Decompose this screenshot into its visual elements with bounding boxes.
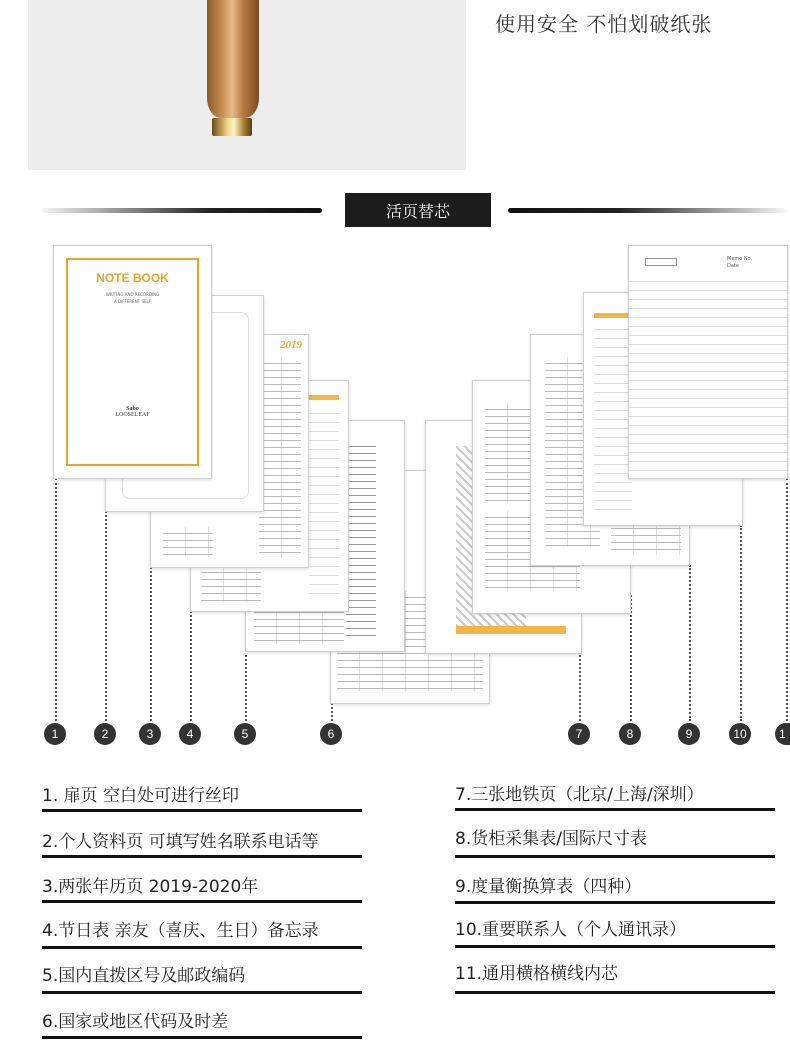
cover-brand xyxy=(54,406,211,418)
lined-page xyxy=(628,245,788,479)
calendar-grid-bottom xyxy=(163,527,213,557)
cover-brand-line2: LOOSELEAF xyxy=(115,412,150,418)
pen-tip-image xyxy=(212,118,252,136)
feature-2-rule xyxy=(42,855,362,858)
feature-3-rule xyxy=(42,900,362,903)
contacts-bar-1 xyxy=(594,313,632,318)
feature-8: 8.货柜采集表/国际尺寸表 xyxy=(455,829,647,849)
feature-9-rule xyxy=(455,901,775,904)
feature-5: 5.国内直拨区号及邮政编码 xyxy=(42,966,246,986)
calendar-year: 2019 xyxy=(280,339,302,351)
section-title: 活页替芯 xyxy=(345,193,491,227)
feature-11: 11.通用横格横线内芯 xyxy=(455,964,619,984)
title-page xyxy=(53,245,212,479)
connector-2 xyxy=(105,508,107,721)
marker-6: 6 xyxy=(320,723,342,745)
marker-3: 3 xyxy=(139,723,161,745)
connector-7 xyxy=(579,655,581,721)
cover-brand-line1: Sabo xyxy=(126,406,139,412)
marker-11: 1 xyxy=(775,723,790,745)
date-label: Date xyxy=(727,263,739,269)
marker-2: 2 xyxy=(94,723,116,745)
feature-1-rule xyxy=(42,809,362,812)
area-code-list xyxy=(346,441,396,641)
subway-legend-bar xyxy=(456,626,566,634)
feature-11-rule xyxy=(455,991,775,994)
holiday-ruled-area xyxy=(309,405,339,595)
feature-3: 3.两张年历页 2019-2020年 xyxy=(42,877,259,897)
marker-10: 10 xyxy=(729,723,751,745)
connector-5 xyxy=(245,650,247,721)
marker-4: 4 xyxy=(179,723,201,745)
feature-6-rule xyxy=(42,1036,362,1039)
holiday-header-bar xyxy=(309,395,339,400)
feature-1: 1. 扉页 空白处可进行丝印 xyxy=(42,786,240,806)
cover-subtitle xyxy=(54,291,211,305)
safety-slogan: 使用安全 不怕划破纸张 xyxy=(495,12,713,36)
contacts-ruled-area xyxy=(594,321,632,511)
connector-3 xyxy=(150,560,152,721)
feature-10-rule xyxy=(455,945,775,948)
header-divider-left xyxy=(42,208,322,213)
connector-10 xyxy=(740,525,742,721)
holiday-table xyxy=(201,566,261,602)
feature-4: 4.节日表 亲友（喜庆、生日）备忘录 xyxy=(42,921,319,941)
cover-subtitle-line2: A DIFFERENT SELF xyxy=(113,299,151,304)
connector-9 xyxy=(689,565,691,721)
cover-frame xyxy=(66,258,199,466)
connector-11 xyxy=(786,478,788,721)
feature-8-rule xyxy=(455,855,775,858)
marker-7: 7 xyxy=(568,723,590,745)
lined-page-header xyxy=(629,246,787,276)
feature-4-rule xyxy=(42,946,362,949)
feature-7-rule xyxy=(455,808,775,811)
marker-8: 8 xyxy=(619,723,641,745)
header-divider-right xyxy=(508,208,786,213)
cover-subtitle-line1: WRITING AND RECORDING xyxy=(105,292,160,297)
feature-2: 2.个人资料页 可填写姓名联系电话等 xyxy=(42,832,319,852)
marker-9: 9 xyxy=(678,723,700,745)
calendar-grid xyxy=(259,357,301,557)
cover-title: NOTE BOOK xyxy=(96,271,169,285)
feature-9: 9.度量衡换算表（四种） xyxy=(455,877,642,897)
memo-no-label: Memo No. xyxy=(727,256,753,262)
marker-1: 1 xyxy=(44,723,66,745)
connector-1 xyxy=(55,478,57,721)
marker-5: 5 xyxy=(234,723,256,745)
week-boxes xyxy=(645,258,677,266)
feature-10: 10.重要联系人（个人通讯录） xyxy=(455,920,687,940)
feature-5-rule xyxy=(42,991,362,994)
pen-barrel-image xyxy=(207,0,259,118)
feature-7: 7.三张地铁页（北京/上海/深圳） xyxy=(455,785,704,805)
feature-6: 6.国家或地区代码及时差 xyxy=(42,1012,229,1032)
